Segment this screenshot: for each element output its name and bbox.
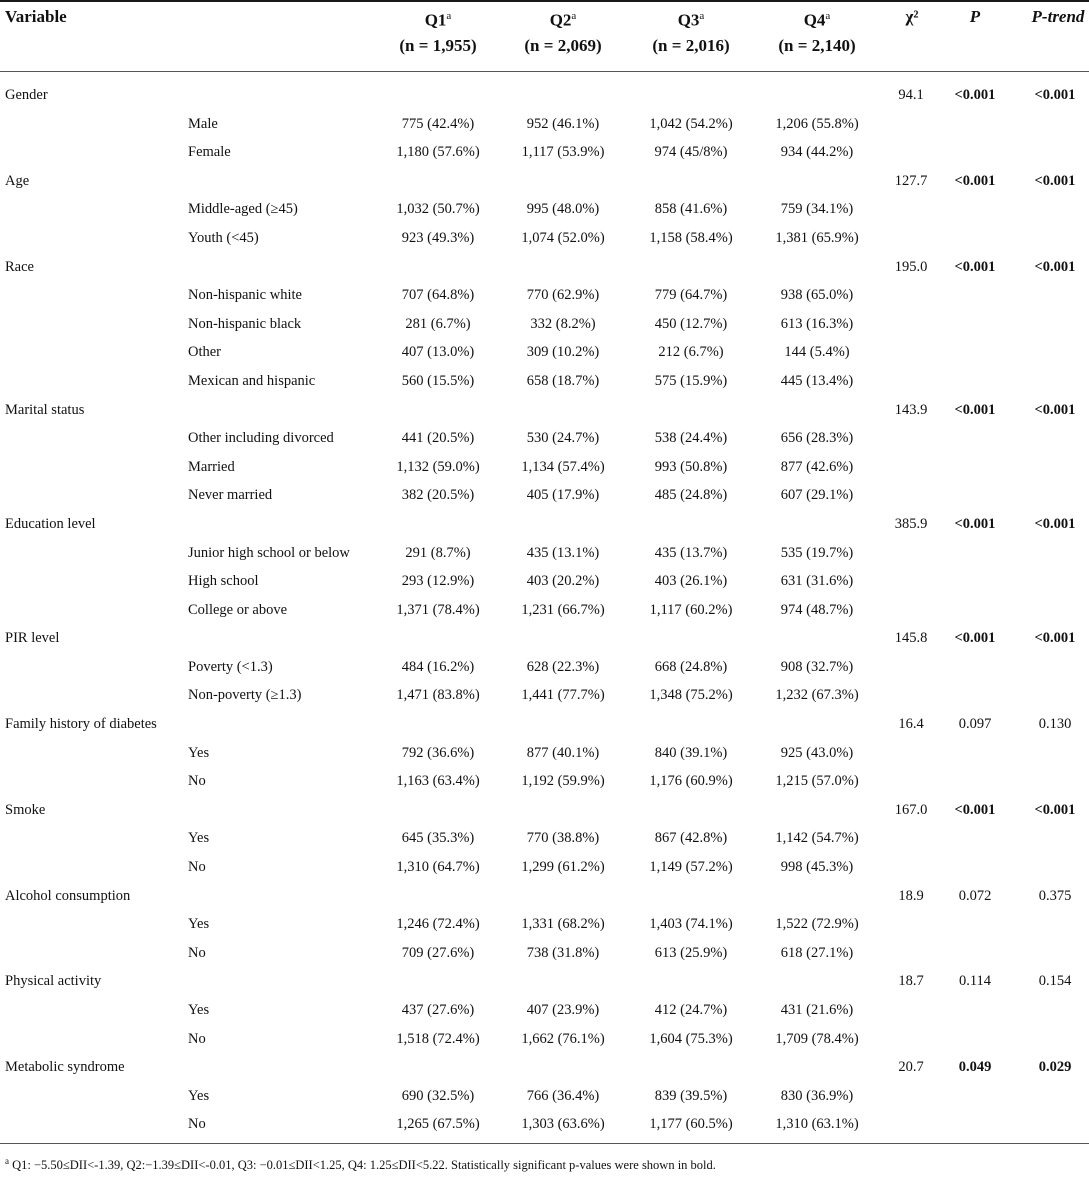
- q3-cell: 993 (50.8%): [654, 458, 728, 475]
- q4-cell: 998 (45.3%): [780, 859, 854, 876]
- table-row: [0, 681, 1089, 710]
- q4-cell: 938 (65.0%): [780, 287, 854, 304]
- table-row: [0, 281, 1089, 310]
- header-q1: [390, 4, 486, 58]
- header-q2: [515, 4, 611, 58]
- q4-cell: 656 (28.3%): [780, 430, 854, 447]
- table-row: [0, 1025, 1089, 1054]
- q1-cell: 792 (36.6%): [401, 744, 475, 761]
- table-group-row: [0, 81, 1089, 110]
- chi-square-value: 94.1: [898, 87, 924, 103]
- p-trend-value: <0.001: [1034, 258, 1076, 275]
- header-q4-label: Q4: [803, 10, 826, 30]
- q3-cell: 668 (24.8%): [654, 658, 728, 675]
- q2-cell: 1,303 (63.6%): [521, 1116, 605, 1133]
- q1-cell: 293 (12.9%): [401, 573, 475, 590]
- q3-cell: 435 (13.7%): [654, 544, 728, 561]
- table-row: [0, 195, 1089, 224]
- table-row: [0, 767, 1089, 796]
- header-chi-square: χ²: [905, 7, 919, 26]
- q3-cell: 403 (26.1%): [654, 573, 728, 590]
- q3-cell: 867 (42.8%): [654, 830, 728, 847]
- q2-cell: 1,074 (52.0%): [521, 229, 605, 246]
- q3-cell: 1,042 (54.2%): [649, 115, 733, 132]
- p-value: <0.001: [954, 401, 996, 418]
- q2-cell: 1,134 (57.4%): [521, 458, 605, 475]
- variable-label: Metabolic syndrome: [5, 1059, 125, 1076]
- variable-label: Family history of diabetes: [5, 716, 157, 733]
- table-group-row: [0, 796, 1089, 825]
- footnote-marker: a: [5, 1156, 9, 1166]
- variable-label: Education level: [5, 515, 96, 532]
- q3-cell: 974 (45/8%): [654, 144, 728, 161]
- q1-cell: 441 (20.5%): [401, 430, 475, 447]
- table-row: [0, 424, 1089, 453]
- q1-cell: 707 (64.8%): [401, 287, 475, 304]
- q1-cell: 484 (16.2%): [401, 658, 475, 675]
- category-label: Non-poverty (≥1.3): [188, 687, 302, 704]
- header-q2-label: Q2: [549, 10, 572, 30]
- category-label: No: [188, 859, 206, 876]
- q1-cell: 291 (8.7%): [405, 544, 471, 561]
- q1-cell: 1,246 (72.4%): [396, 916, 480, 933]
- table-row: [0, 853, 1089, 882]
- table-group-row: [0, 967, 1089, 996]
- q4-cell: 1,232 (67.3%): [775, 687, 859, 704]
- p-trend-value: <0.001: [1034, 87, 1076, 103]
- q2-cell: 1,231 (66.7%): [521, 601, 605, 618]
- table-row: [0, 596, 1089, 625]
- q1-cell: 1,032 (50.7%): [396, 201, 480, 218]
- variable-label: Alcohol consumption: [5, 887, 131, 904]
- variable-label: Physical activity: [5, 973, 102, 990]
- p-value: <0.001: [954, 801, 996, 818]
- chi-square-value: 143.9: [894, 401, 928, 418]
- q2-cell: 995 (48.0%): [526, 201, 600, 218]
- q3-cell: 450 (12.7%): [654, 315, 728, 332]
- q4-cell: 1,215 (57.0%): [775, 773, 859, 790]
- table-row: [0, 310, 1089, 339]
- table-top-rule: [0, 0, 1089, 2]
- category-label: No: [188, 1116, 206, 1133]
- table-row: [0, 224, 1089, 253]
- q1-cell: 775 (42.4%): [401, 115, 475, 132]
- header-rule: [0, 71, 1089, 72]
- chi-square-value: 145.8: [894, 630, 928, 647]
- category-label: No: [188, 773, 206, 790]
- q2-cell: 1,117 (53.9%): [521, 144, 605, 161]
- q3-cell: 1,149 (57.2%): [649, 859, 733, 876]
- q2-cell: 403 (20.2%): [526, 573, 600, 590]
- table-row: [0, 367, 1089, 396]
- q1-cell: 1,265 (67.5%): [396, 1116, 480, 1133]
- q1-cell: 645 (35.3%): [401, 830, 475, 847]
- q4-cell: 445 (13.4%): [780, 372, 854, 389]
- p-trend-value: 0.375: [1038, 887, 1072, 904]
- category-label: High school: [188, 573, 259, 590]
- q3-cell: 858 (41.6%): [654, 201, 728, 218]
- q4-cell: 613 (16.3%): [780, 315, 854, 332]
- header-p: P: [969, 7, 981, 26]
- q3-cell: 1,348 (75.2%): [649, 687, 733, 704]
- table-footnote: [5, 1156, 716, 1173]
- q2-cell: 770 (38.8%): [526, 830, 600, 847]
- q4-cell: 631 (31.6%): [780, 573, 854, 590]
- category-label: Yes: [188, 744, 210, 761]
- p-value: <0.001: [954, 515, 996, 532]
- q1-cell: 437 (27.6%): [401, 1002, 475, 1018]
- chi-square-value: 18.9: [898, 887, 924, 904]
- variable-label: PIR level: [5, 630, 60, 647]
- q1-cell: 923 (49.3%): [401, 229, 475, 246]
- category-label: Male: [188, 115, 218, 132]
- footnote-text: Q1: −5.50≤DII<-1.39, Q2:−1.39≤DII<-0.01, Q3: −0.01≤DII<1.25, Q4: 1.25≤DII<5.22. Statistically significant p-values were shown in bold.: [12, 1158, 716, 1173]
- q2-cell: 1,441 (77.7%): [521, 687, 605, 704]
- chi-square-value: 195.0: [894, 258, 928, 275]
- q2-cell: 877 (40.1%): [526, 744, 600, 761]
- table-row: [0, 453, 1089, 482]
- chi-square-value: 385.9: [894, 515, 928, 532]
- table-row: [0, 567, 1089, 596]
- category-label: Married: [188, 458, 235, 475]
- table-group-row: [0, 167, 1089, 196]
- category-label: Junior high school or below: [188, 544, 350, 561]
- q1-cell: 1,180 (57.6%): [396, 144, 480, 161]
- q2-cell: 309 (10.2%): [526, 344, 600, 361]
- table-group-row: [0, 710, 1089, 739]
- q2-cell: 738 (31.8%): [526, 944, 600, 961]
- q2-cell: 1,299 (61.2%): [521, 859, 605, 876]
- q3-cell: 538 (24.4%): [654, 430, 728, 447]
- q2-cell: 770 (62.9%): [526, 287, 600, 304]
- q3-cell: 1,604 (75.3%): [649, 1030, 733, 1047]
- table-group-row: [0, 882, 1089, 911]
- p-trend-value: <0.001: [1034, 515, 1076, 532]
- q2-cell: 658 (18.7%): [526, 372, 600, 389]
- chi-square-value: 18.7: [898, 973, 924, 990]
- table-body: [0, 81, 1089, 1139]
- q1-cell: 560 (15.5%): [401, 372, 475, 389]
- table-row: [0, 824, 1089, 853]
- q1-cell: 1,471 (83.8%): [396, 687, 480, 704]
- category-label: No: [188, 944, 206, 961]
- header-q3-sup: a: [699, 10, 705, 22]
- table-row: [0, 338, 1089, 367]
- q4-cell: 607 (29.1%): [780, 487, 854, 504]
- q3-cell: 412 (24.7%): [654, 1002, 728, 1018]
- q1-cell: 690 (32.5%): [401, 1087, 475, 1104]
- category-label: Other: [188, 344, 222, 361]
- q2-cell: 628 (22.3%): [526, 658, 600, 675]
- variable-label: Age: [5, 172, 30, 189]
- header-q3: [643, 4, 739, 58]
- q1-cell: 382 (20.5%): [401, 487, 475, 504]
- table-group-row: [0, 510, 1089, 539]
- header-p-trend: P-trend: [1031, 7, 1085, 26]
- variable-label: Smoke: [5, 801, 46, 818]
- q4-cell: 1,310 (63.1%): [775, 1116, 859, 1133]
- table-row: [0, 653, 1089, 682]
- category-label: Yes: [188, 1087, 210, 1104]
- q2-cell: 435 (13.1%): [526, 544, 600, 561]
- q1-cell: 1,371 (78.4%): [396, 601, 480, 618]
- q4-cell: 1,206 (55.8%): [775, 115, 859, 132]
- p-value: <0.001: [954, 258, 996, 275]
- category-label: Youth (<45): [188, 229, 259, 246]
- q4-cell: 144 (5.4%): [784, 344, 850, 361]
- chi-square-value: 167.0: [894, 801, 928, 818]
- p-value: 0.114: [958, 973, 992, 990]
- p-trend-value: 0.029: [1038, 1059, 1072, 1076]
- category-label: Non-hispanic white: [188, 287, 302, 304]
- q4-cell: 830 (36.9%): [780, 1087, 854, 1104]
- header-variable: Variable: [5, 7, 67, 26]
- q4-cell: 535 (19.7%): [780, 544, 854, 561]
- category-label: College or above: [188, 601, 288, 618]
- category-label: No: [188, 1030, 206, 1047]
- q2-cell: 1,192 (59.9%): [521, 773, 605, 790]
- table-row: [0, 939, 1089, 968]
- q3-cell: 779 (64.7%): [654, 287, 728, 304]
- header-q2-n: (n = 2,069): [524, 35, 602, 55]
- variable-label: Marital status: [5, 401, 85, 418]
- p-value: 0.072: [958, 887, 992, 904]
- q4-cell: 1,381 (65.9%): [775, 229, 859, 246]
- table-group-row: [0, 396, 1089, 425]
- q3-cell: 1,158 (58.4%): [649, 229, 733, 246]
- q1-cell: 1,518 (72.4%): [396, 1030, 480, 1047]
- table-row: [0, 481, 1089, 510]
- q1-cell: 281 (6.7%): [405, 315, 471, 332]
- q3-cell: 1,403 (74.1%): [649, 916, 733, 933]
- header-q1-label: Q1: [424, 10, 447, 30]
- category-label: Yes: [188, 830, 210, 847]
- header-q1-sup: a: [446, 10, 452, 22]
- q1-cell: 407 (13.0%): [401, 344, 475, 361]
- header-q4: [769, 4, 865, 58]
- q3-cell: 1,176 (60.9%): [649, 773, 733, 790]
- header-q1-n: (n = 1,955): [399, 35, 477, 55]
- p-trend-value: 0.130: [1038, 716, 1072, 733]
- p-trend-value: <0.001: [1034, 801, 1076, 818]
- p-value: <0.001: [954, 87, 996, 103]
- header-q4-sup: a: [825, 10, 831, 22]
- header-q4-n: (n = 2,140): [778, 35, 856, 55]
- table-group-row: [0, 253, 1089, 282]
- table-row: [0, 138, 1089, 167]
- q3-cell: 1,117 (60.2%): [649, 601, 733, 618]
- p-trend-value: 0.154: [1038, 973, 1072, 990]
- header-q2-sup: a: [571, 10, 577, 22]
- table-group-row: [0, 1053, 1089, 1082]
- p-trend-value: <0.001: [1034, 630, 1076, 647]
- q1-cell: 1,163 (63.4%): [396, 773, 480, 790]
- chi-square-value: 20.7: [898, 1059, 924, 1076]
- q1-cell: 1,132 (59.0%): [396, 458, 480, 475]
- table-row: [0, 539, 1089, 568]
- q4-cell: 925 (43.0%): [780, 744, 854, 761]
- q4-cell: 908 (32.7%): [780, 658, 854, 675]
- q4-cell: 1,142 (54.7%): [775, 830, 859, 847]
- p-value: <0.001: [954, 630, 996, 647]
- category-label: Poverty (<1.3): [188, 658, 273, 675]
- header-q3-n: (n = 2,016): [652, 35, 730, 55]
- q3-cell: 840 (39.1%): [654, 744, 728, 761]
- q4-cell: 877 (42.6%): [780, 458, 854, 475]
- q1-cell: 1,310 (64.7%): [396, 859, 480, 876]
- p-trend-value: <0.001: [1034, 401, 1076, 418]
- q3-cell: 839 (39.5%): [654, 1087, 728, 1104]
- q2-cell: 530 (24.7%): [526, 430, 600, 447]
- category-label: Yes: [188, 916, 210, 933]
- category-label: Yes: [188, 1002, 210, 1018]
- q4-cell: 759 (34.1%): [780, 201, 854, 218]
- q3-cell: 485 (24.8%): [654, 487, 728, 504]
- q2-cell: 766 (36.4%): [526, 1087, 600, 1104]
- p-trend-value: <0.001: [1034, 172, 1076, 189]
- table-row: [0, 1082, 1089, 1111]
- q2-cell: 1,331 (68.2%): [521, 916, 605, 933]
- table-bottom-rule: [0, 1143, 1089, 1144]
- q2-cell: 332 (8.2%): [530, 315, 596, 332]
- table-row: [0, 1110, 1089, 1139]
- q1-cell: 709 (27.6%): [401, 944, 475, 961]
- table-row: [0, 996, 1089, 1025]
- category-label: Never married: [188, 487, 273, 504]
- q3-cell: 613 (25.9%): [654, 944, 728, 961]
- q4-cell: 1,522 (72.9%): [775, 916, 859, 933]
- q4-cell: 431 (21.6%): [780, 1002, 854, 1018]
- chi-square-value: 127.7: [894, 172, 928, 189]
- q3-cell: 212 (6.7%): [658, 344, 724, 361]
- q4-cell: 1,709 (78.4%): [775, 1030, 859, 1047]
- category-label: Mexican and hispanic: [188, 372, 316, 389]
- q4-cell: 974 (48.7%): [780, 601, 854, 618]
- q3-cell: 575 (15.9%): [654, 372, 728, 389]
- q2-cell: 1,662 (76.1%): [521, 1030, 605, 1047]
- table-row: [0, 739, 1089, 768]
- table-row: [0, 910, 1089, 939]
- q3-cell: 1,177 (60.5%): [649, 1116, 733, 1133]
- category-label: Middle-aged (≥45): [188, 201, 298, 218]
- header-q3-label: Q3: [677, 10, 700, 30]
- chi-square-value: 16.4: [898, 716, 924, 733]
- q2-cell: 952 (46.1%): [526, 115, 600, 132]
- category-label: Non-hispanic black: [188, 315, 302, 332]
- q2-cell: 405 (17.9%): [526, 487, 600, 504]
- p-value: 0.097: [958, 716, 992, 733]
- p-value: 0.049: [958, 1059, 992, 1076]
- category-label: Female: [188, 144, 231, 161]
- category-label: Other including divorced: [188, 430, 334, 447]
- variable-label: Race: [5, 258, 34, 275]
- q2-cell: 407 (23.9%): [526, 1002, 600, 1018]
- table-group-row: [0, 624, 1089, 653]
- p-value: <0.001: [954, 172, 996, 189]
- q4-cell: 618 (27.1%): [780, 944, 854, 961]
- table-row: [0, 110, 1089, 139]
- q4-cell: 934 (44.2%): [780, 144, 854, 161]
- variable-label: Gender: [5, 87, 48, 103]
